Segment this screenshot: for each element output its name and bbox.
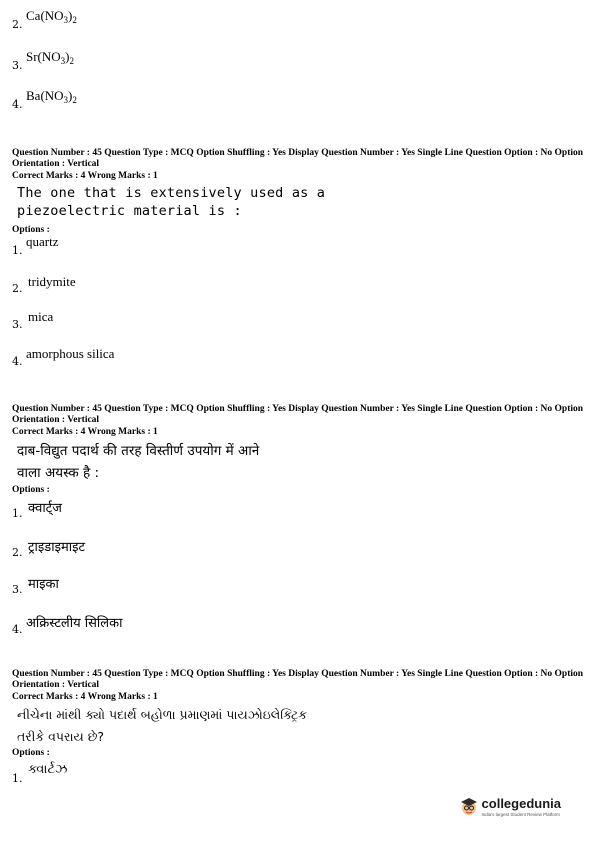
option-number: 2. (12, 282, 23, 295)
question-text-line-2: તરીકે વપરાય છે? (17, 729, 105, 744)
option-text: अक्रिस्टलीय सिलिका (26, 616, 123, 631)
logo-tagline: India's largest Student Review Platform (481, 812, 560, 817)
option-text: माइका (28, 577, 59, 592)
question-marks: Correct Marks : 4 Wrong Marks : 1 (12, 427, 158, 437)
question-meta: Question Number : 45 Question Type : MCQ Option Shuffling : Yes Display Question Number : Yes Single Line Question Option : No Option Orientation : Vertical (12, 669, 584, 690)
options-label: Options : (12, 225, 50, 235)
question-text-line-2: piezoelectric material is : (17, 203, 242, 219)
option-text: amorphous silica (26, 346, 115, 361)
option-number: 3. (12, 583, 23, 596)
option-text: ट्राइडाइमाइट (28, 540, 86, 555)
question-marks: Correct Marks : 4 Wrong Marks : 1 (12, 171, 158, 181)
option-number: 4. (12, 355, 23, 368)
option-text: tridymite (28, 274, 76, 289)
question-text-line-2: वाला अयस्क है : (17, 465, 100, 481)
option-text: $Ba(NO_3)_2$ (26, 88, 77, 105)
option-text: ક્વાર્ટઝ (28, 762, 68, 777)
option-number: 4. (12, 98, 23, 111)
question-text-line-1: दाब-विद्युत पदार्थ की तरह विस्तीर्ण उपयोग में आने (17, 443, 260, 459)
question-meta: Question Number : 45 Question Type : MCQ Option Shuffling : Yes Display Question Number : Yes Single Line Question Option : No Option Orientation : Vertical (12, 148, 584, 169)
option-number: 3. (12, 59, 23, 72)
question-text-line-1: The one that is extensively used as a (17, 185, 326, 201)
options-label: Options : (12, 748, 50, 758)
option-number: 2. (12, 18, 23, 31)
options-label: Options : (12, 485, 50, 495)
option-number: 1. (12, 772, 23, 785)
option-text: mica (28, 309, 54, 324)
option-text: quartz (26, 234, 59, 249)
collegedunia-logo (459, 796, 561, 817)
option-number: 4. (12, 623, 23, 636)
logo-name: collegedunia (481, 796, 561, 811)
option-number: 2. (12, 546, 23, 559)
question-meta: Question Number : 45 Question Type : MCQ Option Shuffling : Yes Display Question Number : Yes Single Line Question Option : No Option Orientation : Vertical (12, 404, 584, 425)
question-marks: Correct Marks : 4 Wrong Marks : 1 (12, 692, 158, 702)
option-number: 1. (12, 244, 23, 257)
option-text: $Sr(NO_3)_2$ (26, 49, 75, 66)
question-text-line-1: નીચેના માંથી ક્યો પદાર્થ બહોળા પ્રમાણમાં પાયઝોઇલેક્ટ્રિક (17, 707, 308, 722)
option-number: 1. (12, 507, 23, 520)
option-text: क्वार्ट्ज (28, 501, 62, 516)
graduate-mascot-icon (459, 797, 479, 817)
option-text: $Ca(NO_3)_2$ (26, 8, 77, 25)
option-number: 3. (12, 318, 23, 331)
